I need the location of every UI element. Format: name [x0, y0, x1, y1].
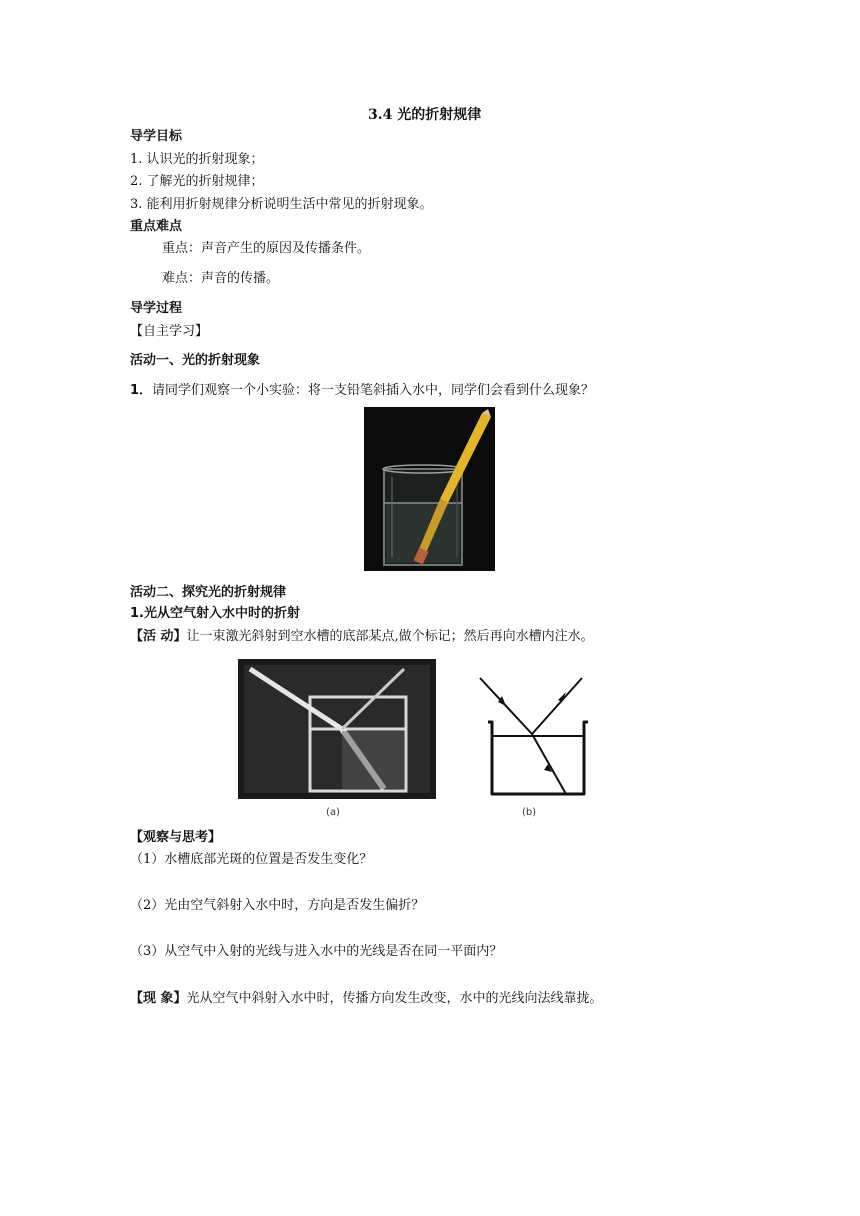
page-title: 3.4 光的折射规律: [368, 107, 482, 123]
activity1-heading: [130, 352, 260, 370]
observe-question-3: （3）从空气中入射的光线与进入水中的光线是否在同一平面内？: [130, 944, 503, 959]
key-point: 重点：声音产生的原因及传播条件。: [162, 241, 371, 256]
figure-a-caption: (a): [326, 807, 340, 818]
observe-heading: 【观察与思考】: [130, 830, 222, 845]
sub-heading-1: 1.光从空气射入水中时的折射: [130, 606, 300, 621]
figure-b-caption: (b): [522, 807, 537, 818]
activity2-heading: 活动二、探究光的折射规律: [130, 585, 287, 600]
activity-tag: 【活 动】: [130, 629, 187, 644]
question-1: [130, 382, 594, 400]
objective-item-2: 2. 了解光的折射规律；: [130, 174, 264, 189]
figure-a-laser-photo: [238, 659, 436, 799]
activity1-heading-text: 活动一、光的折射现象: [130, 353, 261, 368]
question-1-text: 请同学们观察一个小实验：将一支铅笔斜插入水中，同学们会看到什么现象？: [152, 383, 595, 398]
process-heading: 导学过程: [130, 301, 183, 316]
phenomenon: [130, 990, 603, 1008]
figure-b-diagram: [470, 670, 600, 800]
activity-description: [130, 628, 594, 646]
difficulties-heading: 重点难点: [130, 219, 183, 234]
phenomenon-tag: 【现 象】: [130, 991, 187, 1006]
pencil-in-water-photo: [364, 407, 495, 571]
activity-text: 让一束激光斜射到空水槽的底部某点,做个标记；然后再向水槽内注水。: [186, 629, 594, 644]
difficult-point: 难点：声音的传播。: [162, 271, 280, 286]
observe-question-1: （1）水槽底部光斑的位置是否发生变化？: [130, 852, 373, 867]
self-study-label: 【自主学习】: [130, 324, 209, 339]
observe-question-2: （2）光由空气斜射入水中时，方向是否发生偏折？: [130, 898, 425, 913]
phenomenon-text: 光从空气中斜射入水中时，传播方向发生改变，水中的光线向法线靠拢。: [186, 991, 603, 1006]
objective-item-1: 1. 认识光的折射现象；: [130, 152, 264, 167]
objectives-heading: 导学目标: [130, 129, 183, 144]
question-1-number: 1．: [130, 383, 153, 398]
objective-item-3: 3. 能利用折射规律分析说明生活中常见的折射现象。: [130, 197, 433, 212]
